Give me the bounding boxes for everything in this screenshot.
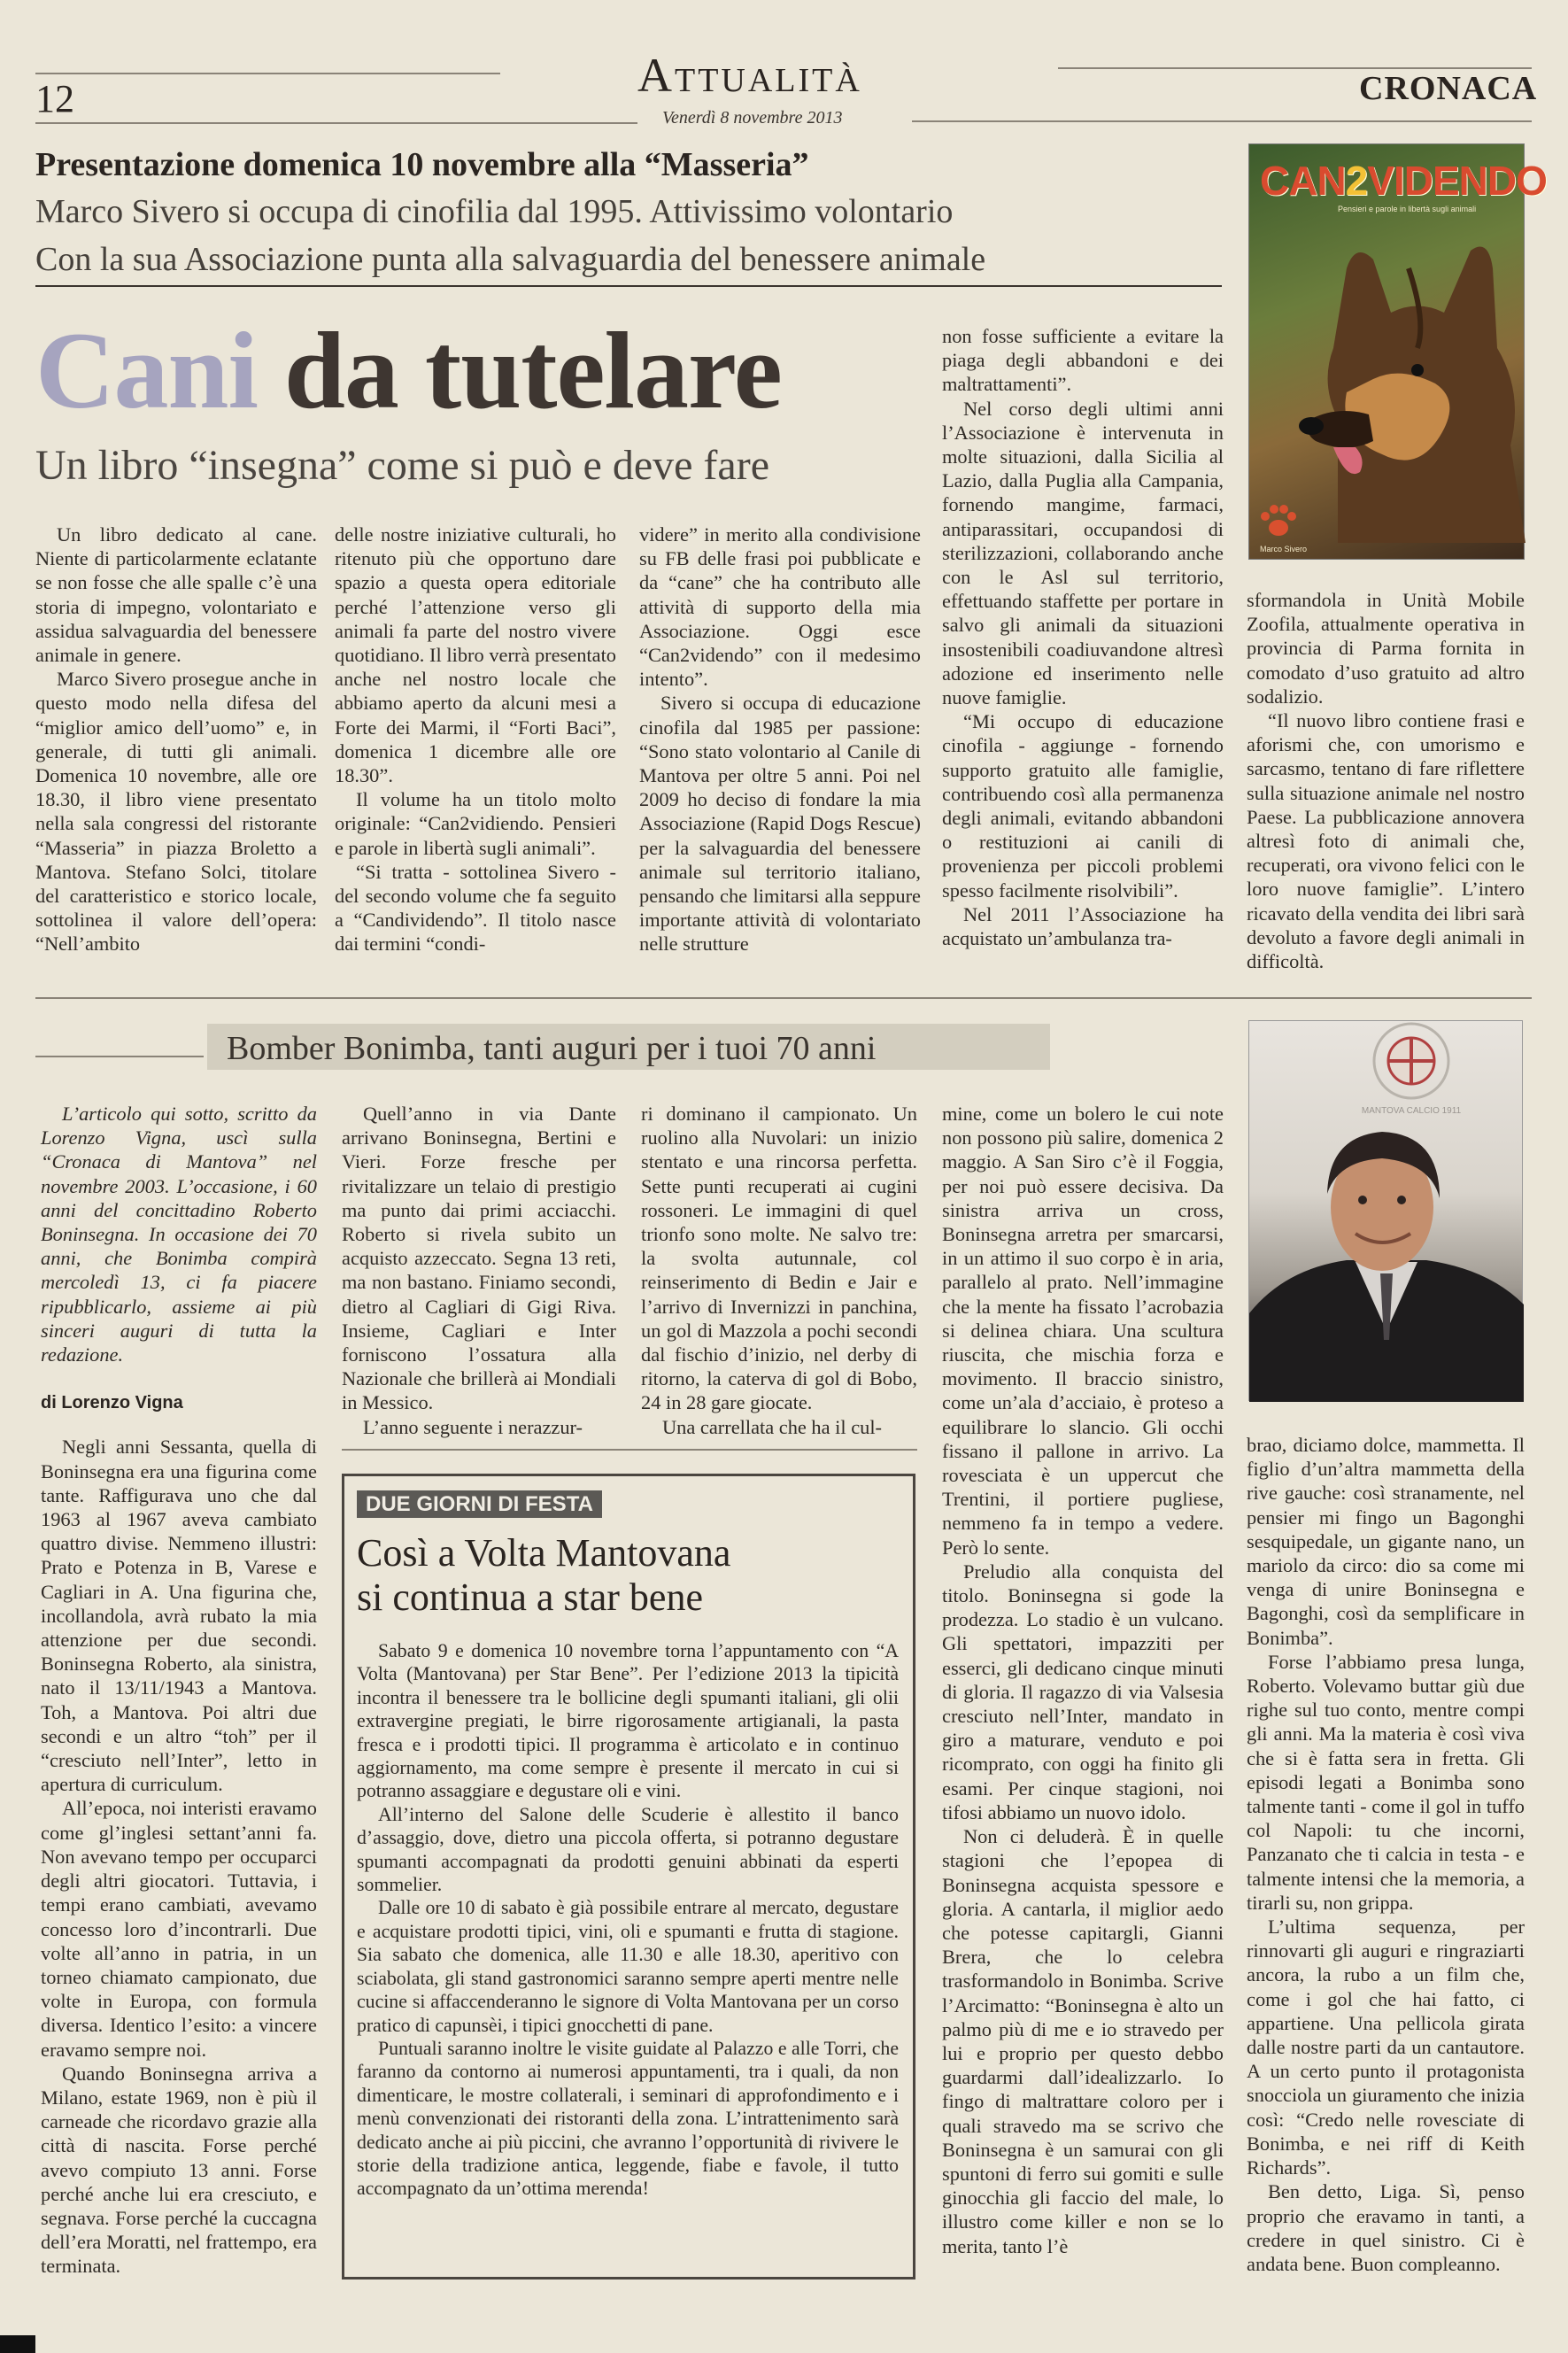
boninsegna-photo <box>1248 1020 1523 1401</box>
paragraph: Forse l’abbiamo presa lunga, Roberto. Volevamo buttar giù due righe sul tuo conto, mentre compi gli anni. Ma la materia è così viva che si è fatta sera in fretta. Gli episodi legati a Bonimba sono talmente tanti - come il gol in tuffo col Napoli: tu che incorni, Panzanato che ti calcia in testa - e talmente intensi che la memoria, a tirarli su, non grippa. <box>1247 1650 1525 1914</box>
event-box-title-line2: si continua a star bene <box>357 1575 703 1619</box>
book-cover-photo <box>1248 143 1547 560</box>
paw-icon <box>1256 499 1301 543</box>
paragraph: Un libro dedicato al cane. Niente di particolarmente eclatante se non fosse che alle spalle c’è una storia di impegno, volontariato e assidua salvaguardia del benessere animale in genere. <box>35 523 317 667</box>
article2-column-3 <box>641 1102 917 1439</box>
mantova-calcio-badge-icon <box>1354 1021 1469 1118</box>
paragraph: Quell’anno in via Dante arrivano Boninsegna, Bertini e Vieri. Forze fresche per rivitalizzare un telaio di prestigio ma punto dai primi acciacchi. Roberto si rivela subito un acquisto azzeccato. Segna 13 reti, ma non bastano. Finiamo secondi, dietro al Cagliari di Gigi Riva. Insieme, Cagliari e Inter forniscono l’ossatura alla Nazionale che brillerà ai Mondiali in Messico. <box>342 1103 616 1414</box>
paragraph: Una carrellata che ha il cul- <box>662 1415 883 1438</box>
article2-column-2 <box>342 1102 616 1439</box>
event-box-title-line1: Così a Volta Mantovana <box>357 1531 731 1575</box>
section-cronaca: CRONACA <box>1359 70 1538 107</box>
book-cover-title: CAN2VIDENDO <box>1260 158 1547 204</box>
corner-mark <box>0 2335 35 2353</box>
paragraph: brao, diciamo dolce, mammetta. Il figlio d’un’altra mammetta della rive gauche: così stranamente, nel pensier mi fingo un Bagonghi sesquipedale, un gigante nano, un mariolo da circo: dio sa come mi venga di unire Boninsegna e Bagonghi, così da semplificare in Bonimba”. <box>1247 1434 1525 1649</box>
paragraph: Ben detto, Liga. Sì, penso proprio che eravamo in tanti, a credere in quel sinistro. Ci è andata bene. Buon compleanno. <box>1247 2180 1525 2275</box>
article1-column-1 <box>35 522 317 956</box>
article1-summary-line2: Con la sua Associazione punta alla salvaguardia del benessere animale <box>35 241 986 278</box>
paragraph: Sivero si occupa di educazione cinofila dal 1985 per passione: “Sono stato volontario al Canile di Mantova per oltre 5 anni. Poi nel 2009 ho deciso di fondare la mia Associazione (Rapid Dogs Rescue) per la salvaguardia del benessere animale sul territorio italiano, pensando che limitarsi alla seppure importante attività di volontariato nelle strutture <box>639 692 921 956</box>
paragraph: videre” in merito alla condivisione su FB delle frasi poi pubblicate e da “cane” che ha contributo alle attività di supporto della mia Associazione. Oggi esce “Can2videndo” con il medesimo intento”. <box>639 523 921 691</box>
paragraph: Nel 2011 l’Associazione ha acquistato un’ambulanza tra- <box>942 902 1224 950</box>
paragraph: Quando Boninsegna arriva a Milano, estate 1969, non è più il carneade che ricordavo grazie alla città di nascita. Forse perché avevo compiuto 13 anni. Forse perché anche lui era cresciuto, e segnava. Forse perché la cuccagna dell’era Moratti, nel frattempo, era terminata. <box>41 2062 317 2278</box>
paragraph: Dalle ore 10 di sabato è già possibile entrare al mercato, degustare e acquistare prodotti tipici, vini, oli e spumanti e frutta di stagione. Sia sabato che domenica, alle 11.30 e alle 18.30, aperitivo con sciabolata, gli stand gastronomici saranno sempre aperti mentre nelle cucine si affaccenderanno le signore di Volta Mantovana per un corso pratico di capunsèi, i tipici gnocchetti di pane. <box>357 1897 899 2036</box>
event-box-body <box>357 1639 899 2201</box>
paragraph: Sabato 9 e domenica 10 novembre torna l’appuntamento con “A Volta (Mantovana) per Star Bene”. Per l’edizione 2013 la tipicità incontra il benessere tra le bollicine degli spumanti italiani, gli olii extravergine pregiati, le birre rigorosamente artigianali, la pasta fresca e i prodotti tipici. Il programma è articolato e in continuo aggiornamento, ma come sempre è presente il mercato in cui si potranno assaggiare e degustare oli e vini. <box>357 1640 899 1802</box>
paragraph: “Il nuovo libro contiene frasi e aforismi che, con umorismo e sarcasmo, tentano di fare riflettere sulla situazione animale nel nostro Paese. La pubblicazione annovera altresì foto di animali che, recuperati, ora vivono felici con le loro nuove famiglie”. L’intero ricavato della vendita dei libri sarà devoluto a favore degli animali in difficoltà. <box>1247 709 1525 973</box>
paragraph: mine, come un bolero le cui note non possono più salire, domenica 2 maggio. A San Siro c’è il Foggia, per noi può essere decisiva. Da sinistra arriva un cross, Boninsegna arretra per smarcarsi, in un attimo il suo corpo è in aria, parallelo al prato. Nell’immagine che la mente ha fissato l’acrobazia si delinea chiara. Una scultura riuscita, che mischia forza e movimento. Il braccio sinistro, come un’ala d’acciaio, è proteso a equilibrare lo slancio. Gli occhi fissano il pallone in arrivo. La rovesciata è un uppercut che Trentini, il portiere pugliese, nemmeno fa in tempo a vedere. Però lo sente. <box>942 1103 1224 1559</box>
issue-date: Venerdì 8 novembre 2013 <box>662 108 843 128</box>
article1-kicker: Presentazione domenica 10 novembre alla “Masseria” <box>35 146 809 183</box>
book-cover-author: Marco Sivero <box>1260 545 1308 553</box>
paragraph: All’epoca, noi interisti eravamo come gl’inglesi settant’anni fa. Non avevano tempo per occuparci degli altri giocatori. Tuttavia, i tempi erano cambiati, avevamo concesso loro d’incontrarli. Due volte all’anno in patria, in un torneo chiamato campionato, due volte in Europa, con formula diversa. Identico l’esito: a vincere eravamo sempre noi. <box>41 1797 317 2061</box>
dog-illustration <box>1285 215 1526 543</box>
event-box-label: DUE GIORNI DI FESTA <box>357 1490 602 1518</box>
article2-column-1 <box>41 1102 317 2279</box>
portrait-illustration <box>1249 1110 1524 1402</box>
section-title: Attualità <box>637 49 862 102</box>
page-number: 12 <box>35 77 74 120</box>
article2-byline: di Lorenzo Vigna <box>41 1393 183 1413</box>
paragraph: Il volume ha un titolo molto originale: “Can2vidiendo. Pensieri e parole in libertà sugli animali”. <box>335 788 616 859</box>
paragraph: Preludio alla conquista del titolo. Boninsegna si gode la prodezza. Lo stadio è un vulcano. Gli spettatori, impazziti per esserci, gli dedicano cinque minuti di gloria. Il ragazzo di via Valsesia cresciuto nell’Inter, mandato in giro a maturare, venduto e poi ricomprato, con oggi ha finito gli esami. Per cinque stagioni, noi tifosi abbiamo un nuovo idolo. <box>942 1560 1224 1823</box>
article1-subhead: Un libro “insegna” come si può e deve fare <box>35 442 770 489</box>
paragraph: ri dominano il campionato. Un ruolino alla Nuvolari: un inizio stentato e una rincorsa perfetta. Sette punti recuperati ai cugini rossoneri. Le immagini di quel trionfo sono molte. Ne salvo tre: la svolta autunnale, col reinserimento di Bedin e Jair e l’arrivo di Invernizzi in panchina, un gol di Mazzola a pochi secondi dal fischio d’inizio, nel derby di ritorno, la caterva di gol di Bobo, 24 in 28 gare giocate. <box>641 1103 917 1414</box>
paragraph: delle nostre iniziative culturali, ho ritenuto più che opportuno dare spazio a questa opera editoriale perché l’attenzione verso gli animali fa parte del nostro vivere quotidiano. Il libro verrà presentato anche nel nostro locale che abbiamo aperto da alcuni mesi a Forte dei Marmi, il “Forti Baci”, domenica 1 dicembre alle ore 18.30”. <box>335 523 616 787</box>
paragraph: L’anno seguente i nerazzur- <box>363 1415 583 1438</box>
paragraph: Non ci deluderà. È in quelle stagioni che l’epopea di Boninsegna acquista spessore e gloria. A cantarla, il miglior aedo che potesse capitargli, Gianni Brera, che lo celebra trasformandolo in Bonimba. Scrive l’Arcimatto: “Boninsegna è alto un palmo più di me e io stravedo per lui e proprio per questo debbo guardarmi dall’idealizzarlo. Io fingo di maltrattare coloro per i quali stravedo ma se scrivo che Boninsegna è un samurai con gli spuntoni di ferro sui gomiti e sulle ginocchia gli faccio del male, lo illustro come killer e non se lo merita, tanto l’è <box>942 1825 1224 2257</box>
article1-column-2 <box>335 522 616 956</box>
article2-column-5 <box>1247 1433 1525 2276</box>
headline-word-cani: Cani <box>35 310 258 431</box>
book-cover-tagline: Pensieri e parole in libertà sugli animali <box>1338 205 1477 213</box>
article2-title: Bomber Bonimba, tanti auguri per i tuoi 70 anni <box>207 1024 1050 1070</box>
event-box <box>342 1474 915 2279</box>
paragraph: sformandola in Unità Mobile Zoofila, attualmente operativa in provincia di Parma fornita in comodato d’uso gratuito ad altro sodalizio. <box>1247 589 1525 708</box>
article2-column-4 <box>942 1102 1224 2258</box>
paragraph: Puntuali saranno inoltre le visite guidate al Palazzo e alle Torri, che faranno da contorno ai numerosi appuntamenti, tra i quali, da non dimenticare, le mostre collaterali, i seminari di approfondimento e i menù convenzionati dei ristoranti della zona. L’intrattenimento sarà dedicato anche ai più piccini, che avranno l’opportunità di rivivere le storie della tradizione antica, leggende, fiabe e favole, il tutto accompagnato da un’ottima merenda! <box>357 2037 899 2200</box>
article1-column-5 <box>1247 588 1525 973</box>
article1-summary-line1: Marco Sivero si occupa di cinofilia dal 1995. Attivissimo volontario <box>35 193 954 230</box>
headline-rest: da tutelare <box>257 310 782 431</box>
paragraph: non fosse sufficiente a evitare la piaga degli abbandoni e dei maltrattamenti”. <box>942 325 1224 396</box>
paragraph: Negli anni Sessanta, quella di Boninsegna era una figurina come tante. Raffigurava uno che dal 1963 al 1967 aveva cambiato quattro divise. Nemmeno illustri: Prato e Potenza in B, Varese e Cagliari in A. Una figurina che, incollandola, avrà rubato la mia attenzione per due secondi. Boninsegna Roberto, ala sinistra, nato il 13/11/1943 a Mantova. Toh, a Mantova. Poi altri due secondi e un altro “toh” per il “cresciuto nell’Inter”, letto in apertura di curriculum. <box>41 1436 317 1796</box>
paragraph: L’ultima sequenza, per rinnovarti gli auguri e ringraziarti ancora, la rubo a un film che, come i gol che hai fatto, ci appartiene. Una pellicola girata dalle nostre parti da un cantautore. A un certo punto il protagonista snocciola un giuramento che inizia così: “Credo nelle rovesciate di Bonimba, e nei riff di Keith Richards”. <box>1247 1916 1525 2179</box>
article1-column-4 <box>942 324 1224 950</box>
paragraph: Nel corso degli ultimi anni l’Associazione è intervenuta in molte situazioni, dalla Sicilia al Lazio, dalla Puglia alla Campania, fornendo mangime, farmaci, antiparassitari, occupandosi di sterilizzazioni, collaborando anche con le Asl sul territorio, effettuando staffette per portare in salvo gli animali da situazioni insostenibili coadiuvandone altresì adozione ed inserimento nelle nuove famiglie. <box>942 397 1224 709</box>
article1-column-3 <box>639 522 921 956</box>
article1-headline <box>35 308 782 434</box>
paragraph: Marco Sivero prosegue anche in questo modo nella difesa del “miglior amico dell’uomo” e, in generale, di tutti gli animali. Domenica 10 novembre, alle ore 18.30, il libro viene presentato nella sala congressi del ristorante “Masseria” in piazza Broletto a Mantova. Stefano Solci, titolare del caratteristico e storico locale, sottolinea il valore dell’opera: “Nell’ambito <box>35 668 317 956</box>
article2-intro: L’articolo qui sotto, scritto da Lorenzo Vigna, uscì sulla “Cronaca di Mantova” nel novembre 2003. L’occasione, i 60 anni del concittadino Roberto Boninsegna. In occasione dei 70 anni, che Bonimba compirà mercoledì 13, ci fa piacere ripubblicarlo, assieme ai più sinceri auguri di tutta la redazione. <box>41 1103 317 1366</box>
paragraph: “Si tratta - sottolinea Sivero - del secondo volume che fa seguito a “Candividendo”. Il titolo nasce dai termini “condi- <box>335 860 616 956</box>
paragraph: “Mi occupo di educazione cinofila - aggiunge - fornendo supporto gratuito alle famiglie, contribuendo così alla permanenza degli animali, evitando abbandoni o restituzioni ai canili di provenienza per piccoli problemi spesso facilmente risolvibili”. <box>942 710 1224 902</box>
svg-text:MANTOVA CALCIO 1911: MANTOVA CALCIO 1911 <box>1361 1106 1462 1116</box>
paragraph: All’interno del Salone delle Scuderie è allestito il banco d’assaggio, dove, dietro una piccola offerta, si potranno degustare spumanti accompagnati da prodotti genuini abbinati da esperti sommelier. <box>357 1803 899 1896</box>
